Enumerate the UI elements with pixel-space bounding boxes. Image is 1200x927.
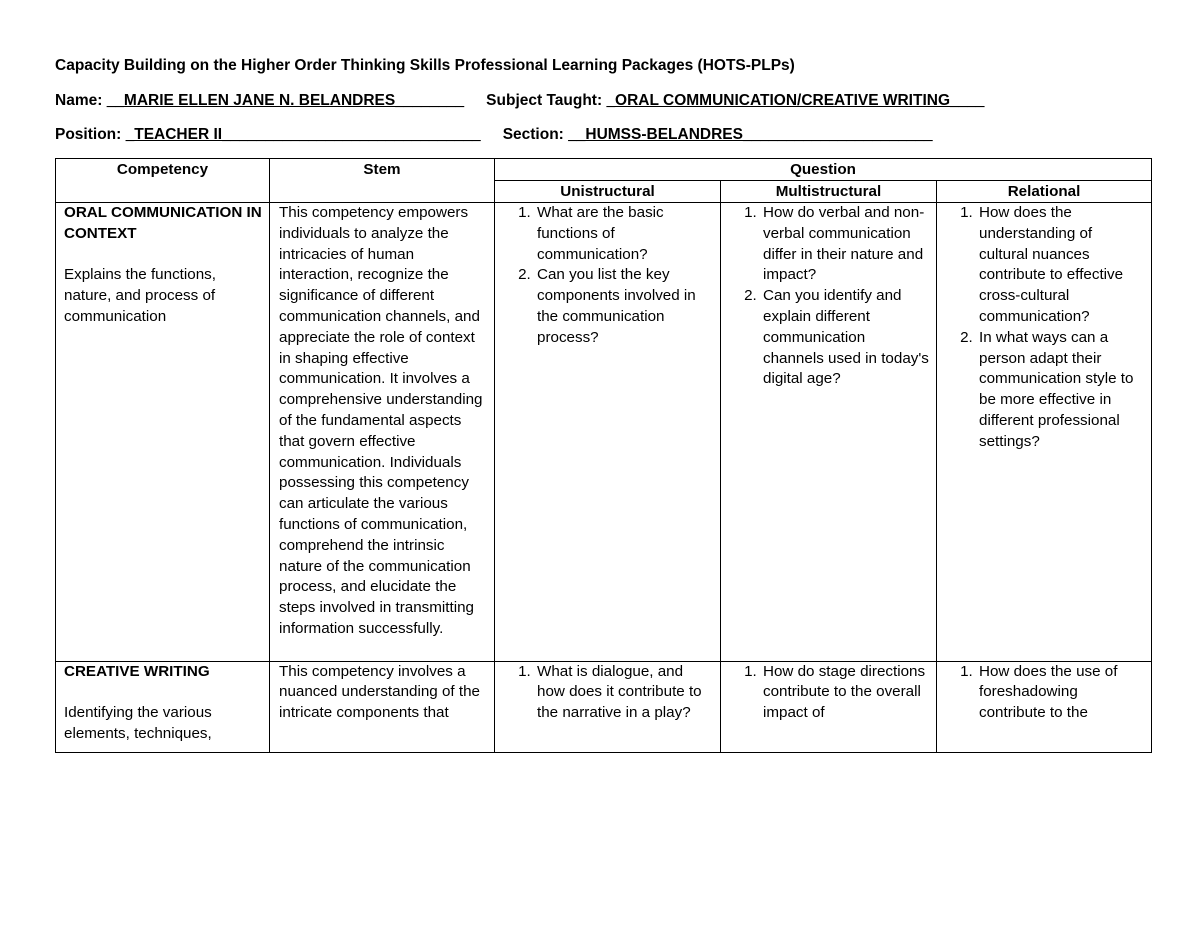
header-stem: Stem — [270, 159, 495, 203]
list-item: 2. Can you list the key components involved in the communication process? — [535, 265, 714, 348]
competency-cell — [56, 203, 270, 662]
list-item: 2. Can you identify and explain different communication channels used in today's digital age? — [761, 286, 930, 390]
section-value: __HUMSS-BELANDRES______________________ — [568, 126, 933, 143]
multistructural-cell — [721, 203, 937, 662]
header-competency: Competency — [56, 159, 270, 203]
position-value: _TEACHER II______________________________ — [125, 126, 481, 143]
unistructural-cell — [495, 661, 721, 752]
list-item: 1. How does the use of foreshadowing contribute to the — [977, 662, 1145, 724]
document-title: Capacity Building on the Higher Order Thinking Skills Professional Learning Packages (HOTS-PLPs) — [55, 57, 795, 74]
competency-title: ORAL COMMUNICATION IN CONTEXT — [64, 204, 262, 242]
relational-cell — [937, 661, 1152, 752]
list-item: 1. What is dialogue, and how does it contribute to the narrative in a play? — [535, 662, 714, 724]
subject-value: _ORAL COMMUNICATION/CREATIVE WRITING____ — [606, 92, 985, 109]
list-item: 1. How do verbal and non-verbal communication differ in their nature and impact? — [761, 203, 930, 286]
header-unistructural: Unistructural — [495, 181, 721, 203]
unistructural-cell — [495, 203, 721, 662]
header-relational: Relational — [937, 181, 1152, 203]
name-label: Name: — [55, 92, 107, 109]
section-label: Section: — [502, 126, 569, 143]
list-item: 1. How do stage directions contribute to the overall impact of — [761, 662, 930, 724]
stem-text: This competency involves a nuanced understanding of the intricate components that — [279, 662, 480, 722]
position-section-line — [55, 126, 933, 144]
relational-cell — [937, 203, 1152, 662]
stem-text: This competency empowers individuals to analyze the intricacies of human interaction, recognize the significance of different communication channels, and appreciate the role of context in shaping effective communication. It involves a comprehensive understanding of the fundamental aspects that govern effective communication. Individuals possessing this competency can articulate the various functions of communication, comprehend the intrinsic nature of the communication process, and elucidate the steps involved in transmitting information successfully. — [279, 204, 483, 637]
competency-title: CREATIVE WRITING — [64, 662, 210, 680]
subject-label: Subject Taught: — [486, 92, 607, 109]
table-row — [56, 203, 1152, 662]
name-subject-line — [55, 92, 985, 110]
name-value: __MARIE ELLEN JANE N. BELANDRES________ — [106, 92, 465, 109]
header-multistructural: Multistructural — [721, 181, 937, 203]
competency-cell — [56, 661, 270, 752]
competency-desc: Identifying the various elements, techniques, — [64, 704, 212, 742]
list-item: 1. What are the basic functions of communication? — [535, 203, 714, 265]
hots-table — [55, 158, 1152, 753]
multistructural-cell — [721, 661, 937, 752]
competency-desc: Explains the functions, nature, and process of communication — [64, 266, 216, 325]
list-item: 2. In what ways can a person adapt their communication style to be more effective in different professional settings? — [977, 328, 1145, 453]
stem-cell — [270, 661, 495, 752]
header-row-1 — [56, 159, 1152, 181]
list-item: 1. How does the understanding of cultural nuances contribute to effective cross-cultural communication? — [977, 203, 1145, 328]
header-question: Question — [495, 159, 1152, 181]
stem-cell — [270, 203, 495, 662]
table-row — [56, 661, 1152, 752]
position-label: Position: — [55, 126, 126, 143]
